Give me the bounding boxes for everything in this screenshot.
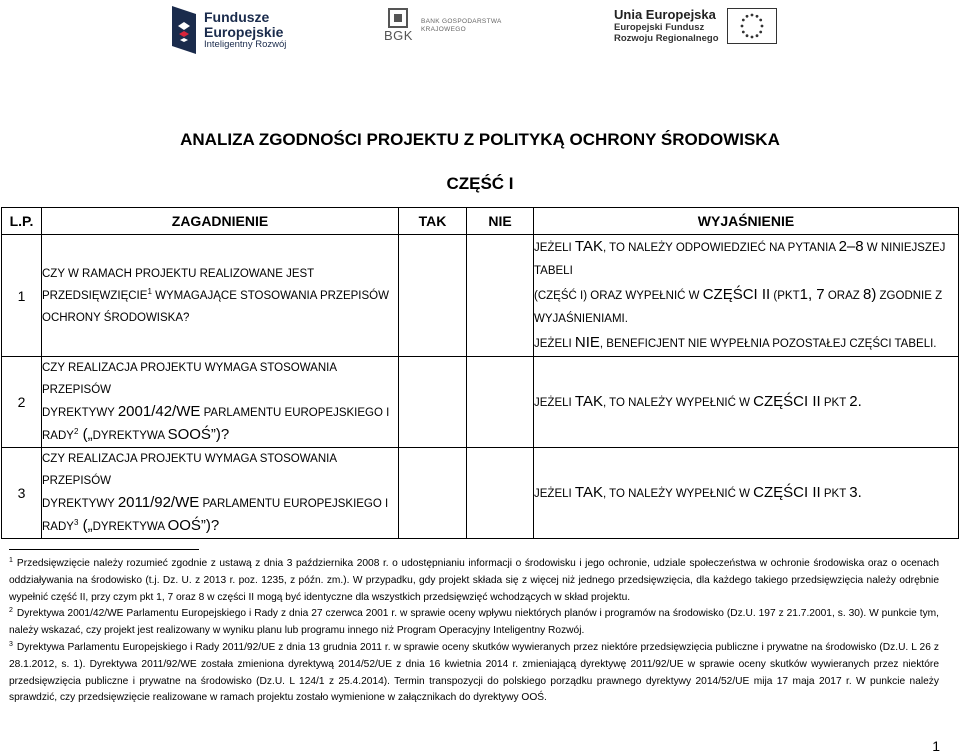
row-question bbox=[42, 357, 399, 448]
question-line: PRZEDSIĘWZIĘCIE$^1$ WYMAGAJĄCE STOSOWANIA PRZEPISÓW bbox=[42, 286, 389, 302]
fe-subtitle: Inteligentny Rozwój bbox=[204, 38, 287, 50]
header-logos bbox=[0, 0, 960, 60]
yes-cell[interactable] bbox=[399, 235, 467, 357]
explanation-line: JEŻELI NIE, BENEFICJENT NIE WYPEŁNIA POZOSTAŁEJ CZĘŚCI TABELI. bbox=[534, 334, 937, 351]
row-question bbox=[42, 235, 399, 357]
ue-sub-1: Europejski Fundusz bbox=[614, 21, 705, 33]
explanation-line: JEŻELI TAK, TO NALEŻY WYPEŁNIĆ W CZĘŚCI II PKT 3. bbox=[534, 483, 862, 501]
question-line: DYREKTYWY 2001/42/WE PARLAMENTU EUROPEJSKIEGO I bbox=[42, 403, 390, 420]
question-line: CZY W RAMACH PROJEKTU REALIZOWANE JEST bbox=[42, 267, 315, 280]
part-heading: CZĘŚĆ I bbox=[446, 174, 514, 193]
document-title: ANALIZA ZGODNOŚCI PROJEKTU Z POLITYKĄ OCHRONY ŚRODOWISKA bbox=[180, 130, 780, 149]
yes-cell[interactable] bbox=[399, 448, 467, 539]
question-line: CZY REALIZACJA PROJEKTU WYMAGA STOSOWANIA PRZEPISÓW bbox=[42, 453, 337, 487]
row-number: 2 bbox=[2, 357, 42, 448]
table-row bbox=[2, 357, 959, 448]
bgk-line-2: KRAJOWEGO bbox=[420, 25, 466, 33]
row-explanation bbox=[534, 357, 959, 448]
explanation-line: (CZĘŚĆ I) ORAZ WYPEŁNIĆ W CZĘŚCI II (PKT1, 7 ORAZ 8) ZGODNIE Z bbox=[534, 286, 943, 303]
footnote-3: $^3$ Dyrektywa Parlamentu Europejskiego i Rady 2011/92/UE z dnia 13 grudnia 2011 r. w sprawie oceny skutków wywieranych przez niektóre przedsięwzięcia publiczne i prywatne na środowisko (Dz.U. L 26 z 28.1.2012, s. 1). Dyrektywa 2011/92/WE została zmieniona dyrektywą 2014/52/UE z dnia 16 kwietnia 2014 r. zmieniającą dyrektywę 2011/92/UE w sprawie oceny skutków wywieranych przez niektóre przedsięwzięcia publiczne i prywatne na środowisko (Dz.U. L 124/1 z 25.4.2014). Termin transpozycji do polskiego porządku prawnego dyrektywy 2014/52/UE mija 17 maja 2017 r. W punkcie należy sprawdzić, czy przedsięwzięcie realizowane w ramach projektu zostało wymienione w załącznikach do dyrektywy OOŚ. bbox=[9, 640, 939, 704]
footnote-separator bbox=[9, 549, 199, 550]
header-no: NIE bbox=[467, 208, 534, 235]
row-number: 3 bbox=[2, 448, 42, 539]
row-question bbox=[42, 448, 399, 539]
fe-title-2: Europejskie bbox=[204, 24, 284, 41]
unia-europejska-logo bbox=[614, 8, 777, 45]
header-lp: L.P. bbox=[2, 208, 42, 235]
header-explanation: WYJAŚNIENIE bbox=[534, 208, 959, 235]
question-line: CZY REALIZACJA PROJEKTU WYMAGA STOSOWANIA PRZEPISÓW bbox=[42, 362, 337, 396]
page-number: 1 bbox=[932, 738, 940, 754]
analysis-table bbox=[1, 207, 959, 539]
table-row bbox=[2, 235, 959, 357]
question-line: OCHRONY ŚRODOWISKA? bbox=[42, 311, 190, 324]
bgk-logo bbox=[384, 8, 502, 43]
no-cell[interactable] bbox=[467, 235, 534, 357]
explanation-line: JEŻELI TAK, TO NALEŻY WYPEŁNIĆ W CZĘŚCI II PKT 2. bbox=[534, 392, 862, 410]
footnote-1: $^1$ Przedsięwzięcie należy rozumieć zgodnie z ustawą z dnia 3 października 2008 r. o udostępnianiu informacji o środowisku i jego ochronie, udziale społeczeństwa w ochronie środowiska oraz o ocenach oddziaływania na środowisko (t.j. Dz. U. z 2013 r. poz. 1235, z późn. zm.). W przypadku, gdy projekt składa się z więcej niż jednego przedsięwzięcia, dla każdego takiego przedsięwzięcia należy odrębnie wypełnić część II, przy czym pkt 1, 7 oraz 8 w części II mogą być identyczne dla wszystkich przedsięwzięć wchodzących w skład projektu. bbox=[9, 556, 939, 603]
yes-cell[interactable] bbox=[399, 357, 467, 448]
footnote-2: $^2$ Dyrektywa 2001/42/WE Parlamentu Europejskiego i Rady z dnia 27 czerwca 2001 r. w sprawie oceny wpływu niektórych planów i programów na środowisko (Dz.U. 197 z 21.7.2001, s. 30). W punkcie tym, należy wskazać, czy projekt jest realizowany w wyniku planu lub programu innego niż Program Operacyjny Inteligentny Rozwój. bbox=[9, 607, 939, 637]
no-cell[interactable] bbox=[467, 357, 534, 448]
explanation-line: WYJAŚNIENIAMI. bbox=[534, 313, 628, 325]
row-number: 1 bbox=[2, 235, 42, 357]
bgk-emblem-icon bbox=[387, 8, 409, 28]
table-header-row bbox=[2, 208, 959, 235]
question-line: RADY$^2$ („DYREKTYWA SOOŚ”)? bbox=[42, 426, 230, 443]
bgk-line-1: BANK GOSPODARSTWA bbox=[420, 17, 502, 25]
header-topic: ZAGADNIENIE bbox=[42, 208, 399, 235]
row-explanation bbox=[534, 448, 959, 539]
fe-title-1: Fundusze bbox=[204, 9, 270, 26]
fundusze-europejskie-logo bbox=[170, 4, 286, 56]
header-yes: TAK bbox=[399, 208, 467, 235]
bgk-mark: BGK bbox=[384, 28, 413, 43]
eu-flag-icon bbox=[727, 8, 777, 44]
ue-sub-2: Rozwoju Regionalnego bbox=[614, 32, 719, 44]
no-cell[interactable] bbox=[467, 448, 534, 539]
question-line: RADY$^3$ („DYREKTYWA OOŚ”)? bbox=[42, 517, 220, 534]
footnotes bbox=[9, 556, 939, 707]
fe-star-icon bbox=[170, 4, 198, 56]
explanation-line: JEŻELI TAK, TO NALEŻY ODPOWIEDZIEĆ NA PYTANIA 2–8 W NINIEJSZEJ TABELI bbox=[534, 238, 946, 277]
table-row bbox=[2, 448, 959, 539]
question-line: DYREKTYWY 2011/92/WE PARLAMENTU EUROPEJSKIEGO I bbox=[42, 494, 389, 511]
row-explanation bbox=[534, 235, 959, 357]
ue-title: Unia Europejska bbox=[614, 7, 716, 22]
